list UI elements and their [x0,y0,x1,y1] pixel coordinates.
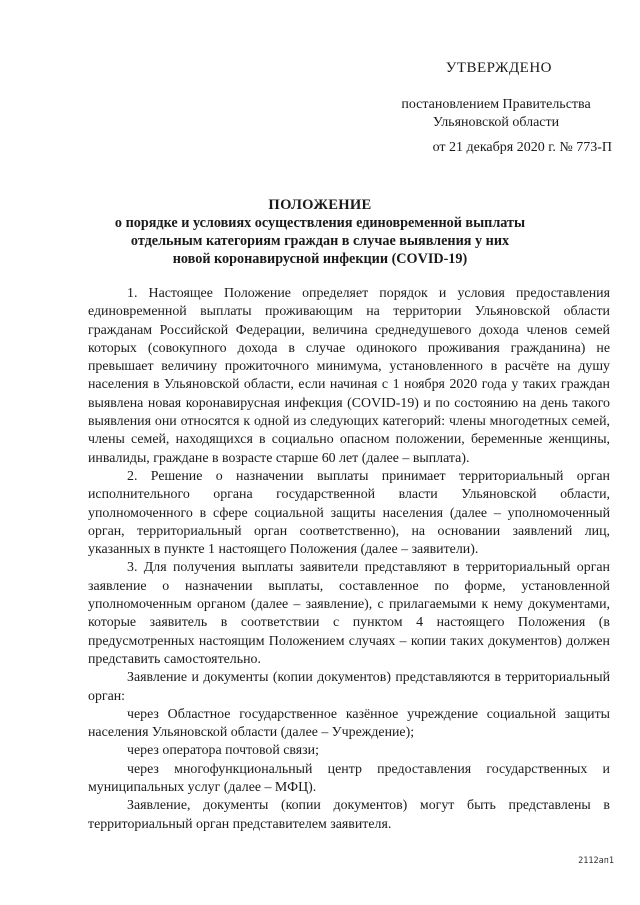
document-title [60,196,580,268]
paragraph-1: 1. Настоящее Положение определяет порядок и условия предоставления единовременной выплаты проживающим на территории Ульяновской области гражданам Российской Федерации, величина среднедушевого дохода членов семей которых (совокупного дохода в случае одинокого проживания гражданина) не превышает величину прожиточного минимума, установленного в расчёте на душу населения в Ульяновской области, если начиная с 1 ноября 2020 года у таких граждан выявлена новая коронавирусная инфекция (COVID-19) и по состоянию на день такого выявления они относятся к одной из следующих категорий: члены многодетных семей, члены семей, находящихся в социально опасном положении, беременные женщины, инвалиды, граждане в возрасте старше 60 лет (далее – выплата). [88,286,610,466]
title-line-3: новой коронавирусной инфекции (COVID-19) [172,251,468,267]
approved-stamp-text: УТВЕРЖДЕНО [445,60,552,76]
document-body [88,285,610,834]
title-line-1: о порядке и условиях осуществления единовременной выплаты [114,215,526,231]
decree-reference [380,96,612,132]
decree-line-1: постановлением Правительства [401,97,591,112]
footer-code: 2112ап1 [578,856,614,866]
paragraph-4: Заявление и документы (копии документов) представляются в территориальный орган: [88,670,610,704]
decree-line-2: Ульяновской области [432,115,560,130]
paragraph-8: Заявление, документы (копии документов) могут быть представлены в территориальный орган представителем заявителя. [88,798,610,832]
paragraph-7: через многофункциональный центр предоставления государственных и муниципальных услуг (далее – МФЦ). [88,761,610,796]
paragraph-2: 2. Решение о назначении выплаты принимает территориальный орган исполнительного органа государственной власти Ульяновской области, уполномоченного в сфере социальной защиты населения (далее – уполномоченный орган, территориальный орган соответственно), на основании заявлений лиц, указанных в пункте 1 настоящего Положения (далее – заявители). [88,468,610,558]
paragraph-5: через Областное государственное казённое учреждение социальной защиты населения Ульяновской области (далее – Учреждение); [88,706,610,741]
title-line-2: отдельным категориям граждан в случае выявления у них [130,233,510,249]
paragraph-3: 3. Для получения выплаты заявители представляют в территориальный орган заявление о назначении выплаты, составленное по форме, установленной уполномоченным органом (далее – заявление), с прилагаемыми к нему документами, которые заявитель в соответствии с пунктом 4 настоящего Положения (в предусмотренных настоящим Положением случаях – копии таких документов) должен представить самостоятельно. [88,560,610,667]
paragraph-6: через оператора почтовой связи; [127,743,319,759]
title-main: ПОЛОЖЕНИЕ [268,197,372,213]
decree-date: от 21 декабря 2020 г. № 773-П [432,140,612,155]
